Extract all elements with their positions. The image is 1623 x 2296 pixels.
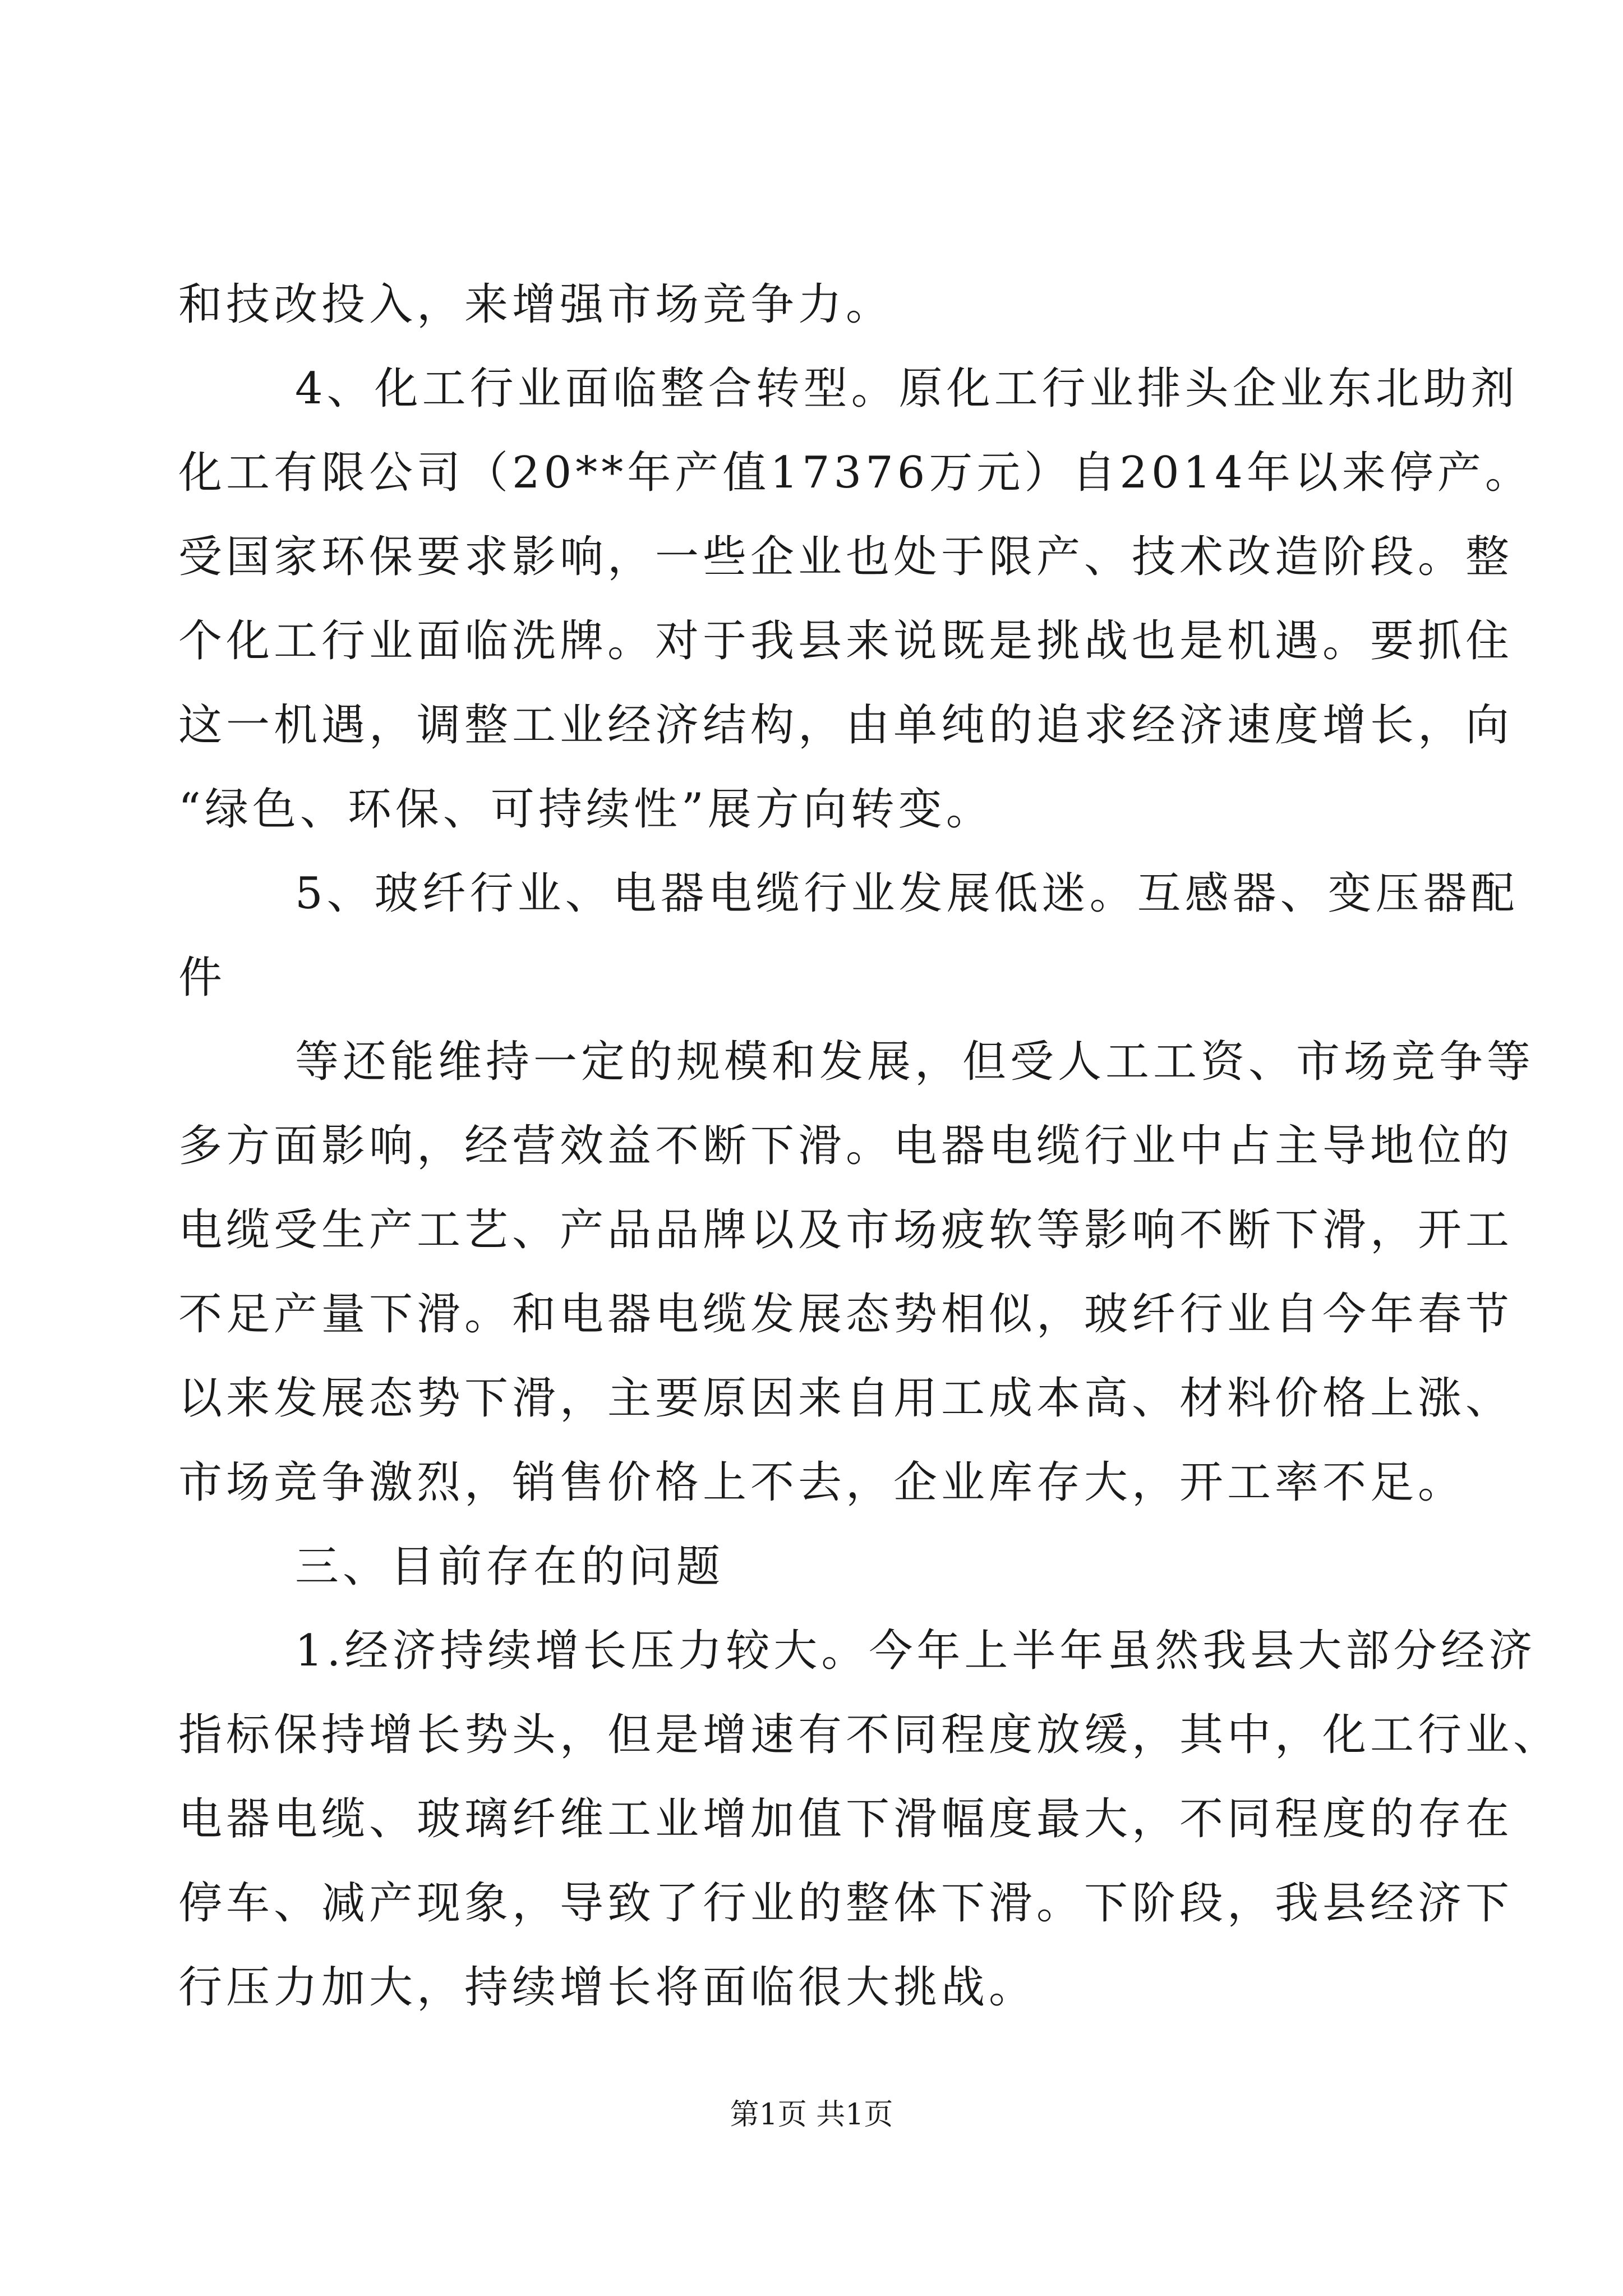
text-line: 个化工行业面临洗牌。对于我县来说既是挑战也是机遇。要抓住 (178, 616, 1514, 666)
text-line: 4、化工行业面临整合转型。原化工行业排头企业东北助剂 (295, 364, 1519, 414)
text-line: 行压力加大，持续增长将面临很大挑战。 (178, 1962, 1037, 2013)
text-line: 市场竞争激烈，销售价格上不去，企业库存大，开工率不足。 (178, 1457, 1466, 1508)
body-text (178, 263, 1561, 2030)
text-line: 电器电缆、玻璃纤维工业增加值下滑幅度最大，不同程度的存在 (178, 1794, 1514, 1844)
section-heading: 三、目前存在的问题 (295, 1542, 725, 1592)
text-line: 1.经济持续增长压力较大。今年上半年虽然我县大部分经济 (295, 1626, 1537, 1676)
text-line: 5、玻纤行业、电器电缆行业发展低迷。互感器、变压器配 (295, 868, 1519, 919)
text-line: 化工有限公司（20**年产值17376万元）自2014年以来停产。 (178, 448, 1533, 498)
text-line: 不足产量下滑。和电器电缆发展态势相似，玻纤行业自今年春节 (178, 1289, 1514, 1340)
text-line: 指标保持增长势头，但是增速有不同程度放缓，其中，化工行业、 (178, 1710, 1561, 1760)
text-line: 电缆受生产工艺、产品品牌以及市场疲软等影响不断下滑，开工 (178, 1205, 1514, 1255)
text-line: 受国家环保要求影响，一些企业也处于限产、技术改造阶段。整 (178, 532, 1514, 582)
page-number-footer: 第1页 共1页 (730, 2098, 893, 2132)
text-line: 以来发展态势下滑，主要原因来自用工成本高、材料价格上涨、 (178, 1373, 1514, 1424)
text-line: “绿色、环保、可持续性”展方向转变。 (178, 784, 994, 835)
text-line: 等还能维持一定的规模和发展，但受人工工资、市场竞争等 (295, 1037, 1535, 1087)
text-line: 这一机遇，调整工业经济结构，由单纯的追求经济速度增长，向 (178, 700, 1514, 751)
text-line: 件 (178, 953, 227, 1003)
text-line: 停车、减产现象，导致了行业的整体下滑。下阶段，我县经济下 (178, 1878, 1514, 1929)
text-line: 多方面影响，经营效益不断下滑。电器电缆行业中占主导地位的 (178, 1121, 1514, 1171)
text-line: 和技改投入，来增强市场竞争力。 (178, 279, 894, 330)
